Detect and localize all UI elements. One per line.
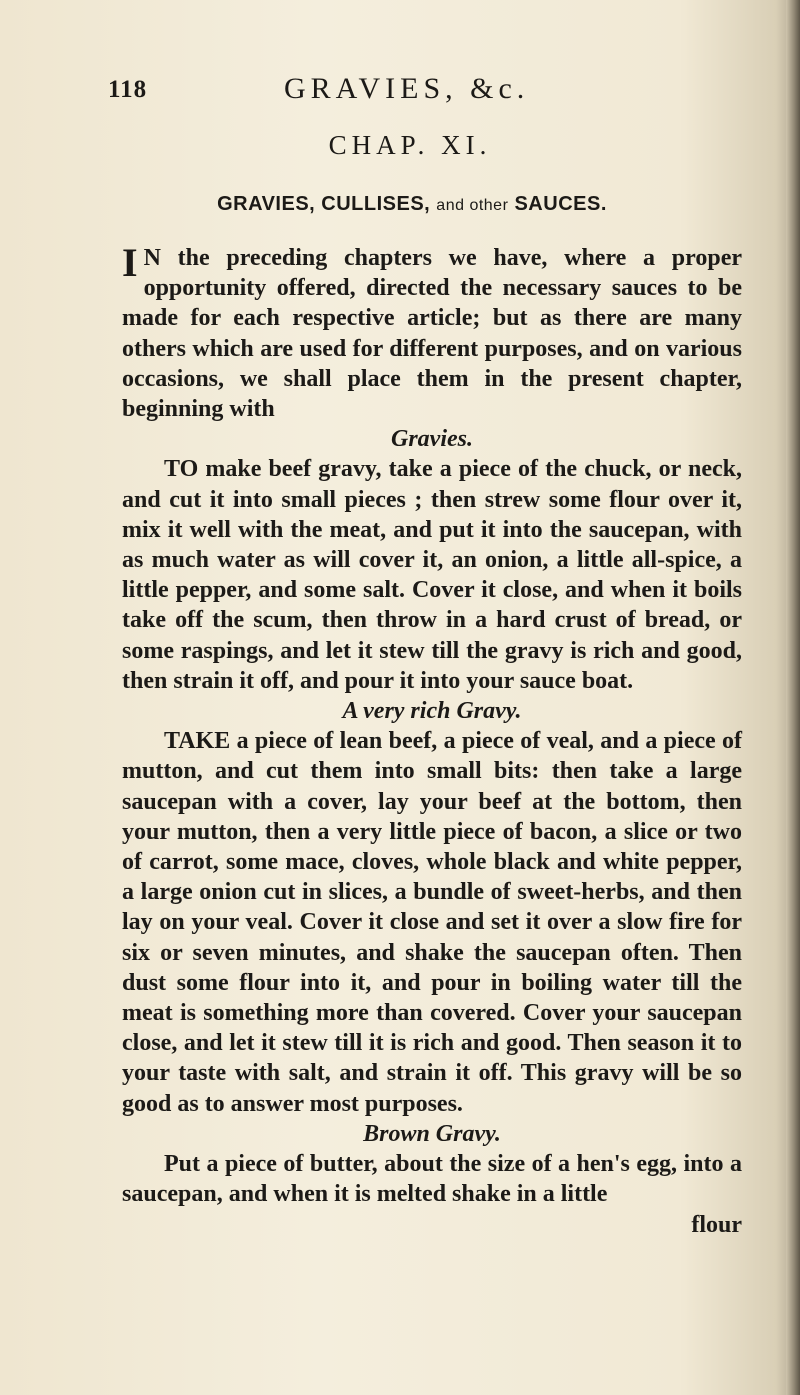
drop-cap: I: [122, 240, 138, 285]
subtitle-main: GRAVIES, CULLISES,: [217, 193, 431, 215]
section-text-rich-gravy: TAKE a piece of lean beef, a piece of veal, and a piece of mutton, and cut them into small bits: then take a large saucepan with a cover, lay your beef at the bottom, then your mutton, then a very little piece of bacon, a slice or two of carrot, some mace, cloves, whole black and white pepper, a large onion cut in slices, a bundle of sweet-herbs, and then lay on your veal. Cover it close and set it over a slow fire for six or seven minutes, and shake the saucepan often. Then dust some flour into it, and pour in boiling water till the meat is something more than covered. Cover your saucepan close, and let it stew till it is rich and good. Then season it to your taste with salt, and strain it off. This gravy will be so good as to answer most purposes.: [122, 728, 742, 1117]
body-text: [122, 240, 742, 1240]
subtitle-and-other: and other: [436, 197, 509, 214]
running-head: GRAVIES, &c.: [284, 72, 530, 105]
subtitle-sauces: SAUCES.: [514, 193, 607, 215]
page-number: 118: [108, 76, 148, 103]
intro-text: N the preceding chapters we have, where a proper opportunity offered, directed the necessary sauces to be made for each respective article; but as there are many others which are used for different purposes, and on various occasions, we shall place them in the present chapter, beginning with: [122, 245, 742, 423]
section-heading-brown-gravy: Brown Gravy.: [363, 1120, 501, 1147]
section-text-brown-gravy: Put a piece of butter, about the size of a hen's egg, into a saucepan, and when it is melted shake in a little: [122, 1151, 742, 1208]
chapter-subtitle: [0, 193, 800, 216]
page-header: [108, 72, 668, 112]
section-heading-gravies: Gravies.: [391, 426, 473, 453]
chapter-title: CHAP. XI.: [328, 130, 492, 160]
section-text-gravies: TO make beef gravy, take a piece of the chuck, or neck, and cut it into small pieces ; then strew some flour over it, mix it well with the meat, and put it into the saucepan, with as much water as will cover it, an onion, a little all-spice, a little pepper, and some salt. Cover it close, and when it boils take off the scum, then throw in a hard crust of bread, or some raspings, and let it stew till the gravy is rich and good, then strain it off, and pour it into your sauce boat.: [122, 456, 742, 694]
intro-paragraph: [122, 240, 742, 424]
section-heading-rich-gravy: A very rich Gravy.: [342, 698, 522, 725]
catchword: flour: [691, 1211, 742, 1238]
